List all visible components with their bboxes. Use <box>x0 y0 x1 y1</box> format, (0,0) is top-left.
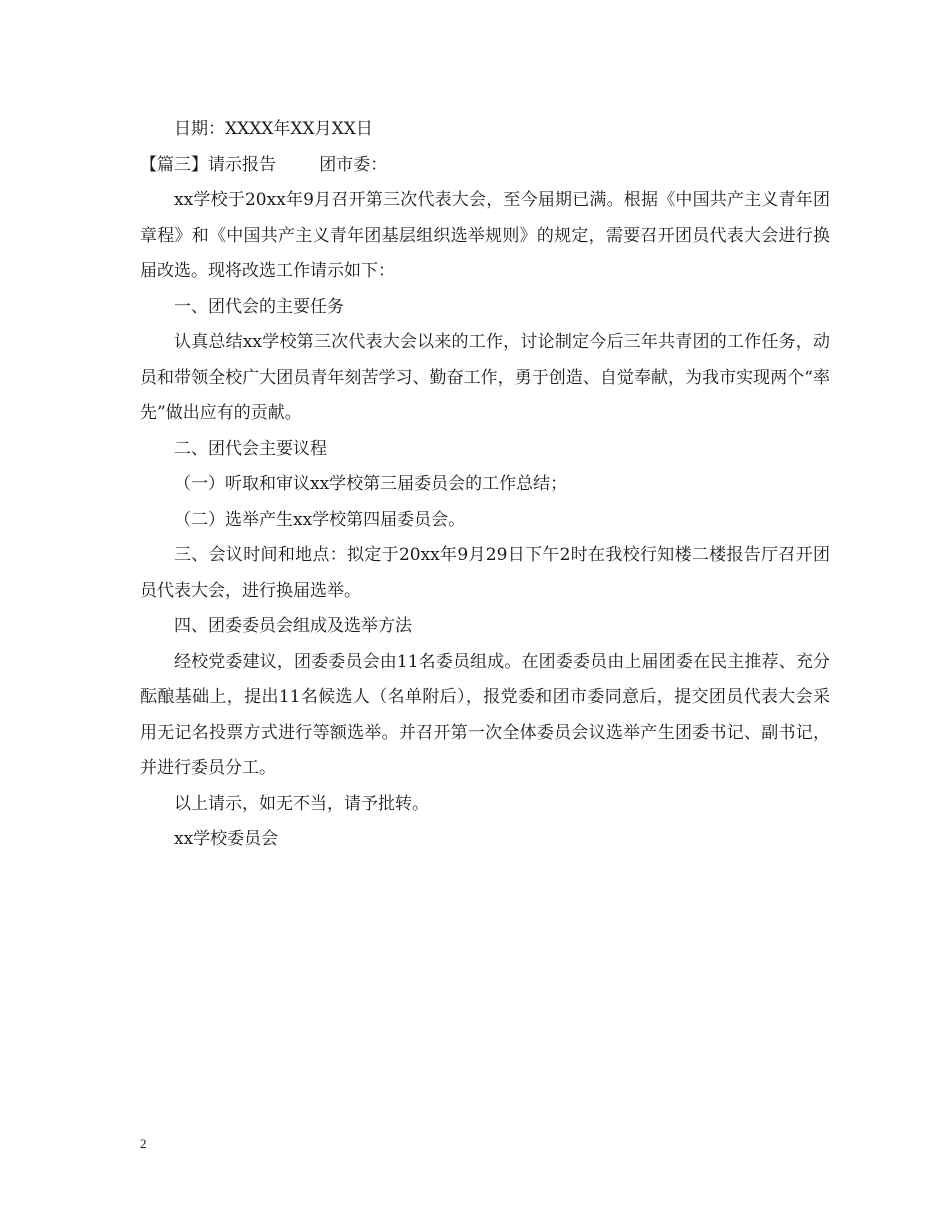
committee-paragraph: 经校党委建议，团委委员会由11名委员组成。在团委委员由上届团委在民主推荐、充分酝酿基础上，提出11名候选人（名单附后），报党委和团市委同意后，提交团员代表大会采用无记名投票方式进行等额选举。并召开第一次全体委员会议选举产生团委书记、副书记，并进行委员分工。 <box>140 651 830 778</box>
agenda-item-1: （一）听取和审议xx学校第三届委员会的工作总结； <box>174 474 568 494</box>
main-tasks-paragraph: 认真总结xx学校第三次代表大会以来的工作，讨论制定今后三年共青团的工作任务，动员和带领全校广大团员青年刻苦学习、勤奋工作，勇于创造、自觉奉献，为我市实现两个“率先”做出应有的贡献。 <box>140 332 830 423</box>
section-heading-line <box>140 148 830 184</box>
section-heading: 【篇三】请示报告 <box>140 154 276 175</box>
time-location-paragraph: 三、会议时间和地点：拟定于20xx年9月29日下午2时在我校行知楼二楼报告厅召开团员代表大会，进行换届选举。 <box>140 545 830 601</box>
agenda-item-2: （二）选举产生xx学校第四届委员会。 <box>174 509 466 530</box>
closing-request: 以上请示，如无不当，请予批转。 <box>174 793 429 814</box>
heading-committee: 四、团委委员会组成及选举方法 <box>174 616 412 636</box>
date-line: 日期：XXXX年XX月XX日 <box>174 119 373 139</box>
page-number: 2 <box>140 1136 147 1151</box>
heading-agenda: 二、团代会主要议程 <box>174 438 327 459</box>
signature-organization: xx学校委员会 <box>174 829 279 849</box>
heading-main-tasks: 一、团代会的主要任务 <box>174 296 344 317</box>
document-body <box>140 112 830 858</box>
recipient: 团市委： <box>319 154 388 175</box>
intro-paragraph: xx学校于20xx年9月召开第三次代表大会，至今届期已满。根据《中国共产主义青年团章程》和《中国共产主义青年团基层组织选举规则》的规定，需要召开团员代表大会进行换届改选。现将改选工作请示如下： <box>140 190 830 281</box>
